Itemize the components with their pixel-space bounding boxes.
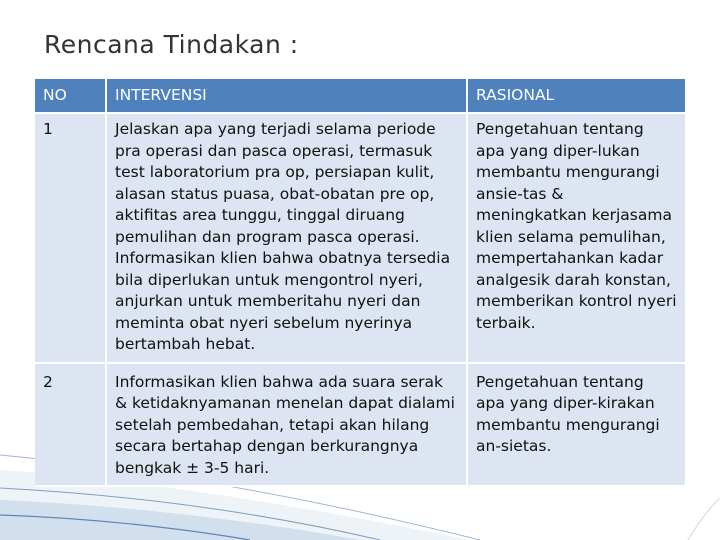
intervention-table [35,79,685,487]
header-no: NO [35,79,107,114]
header-intervensi: INTERVENSI [107,79,468,114]
cell-rasional: Pengetahuan tentang apa yang diper-kirakan membantu mengurangi an-sietas. [468,364,685,488]
header-rasional: RASIONAL [468,79,685,114]
cell-intervensi: Informasikan klien bahwa ada suara serak & ketidaknyamanan menelan dapat dialami setelah pembedahan, tetapi akan hilang secara bertahap dengan berkurangnya bengkak ± 3-5 hari. [107,364,468,488]
table-row [35,114,685,364]
cell-intervensi: Jelaskan apa yang terjadi selama periode pra operasi dan pasca operasi, termasuk test laboratorium pra op, persiapan kulit, alasan status puasa, obat-obatan pre op, aktifitas area tunggu, tinggal diruang pemulihan dan program pasca operasi. Informasikan klien bahwa obatnya tersedia bila diperlukan untuk mengontrol nyeri, anjurkan untuk memberitahu nyeri dan meminta obat nyeri sebelum nyerinya bertambah hebat. [107,114,468,364]
table-row [35,364,685,488]
slide-title: Rencana Tindakan : [44,30,299,59]
cell-no: 2 [35,364,107,488]
swoosh-right-line [688,498,720,540]
cell-rasional: Pengetahuan tentang apa yang diper-lukan membantu mengurangi ansie-tas & meningkatkan kerjasama klien selama pemulihan, mempertahankan kadar analgesik darah konstan, memberikan kontrol nyeri terbaik. [468,114,685,364]
table-header-row [35,79,685,114]
cell-no: 1 [35,114,107,364]
